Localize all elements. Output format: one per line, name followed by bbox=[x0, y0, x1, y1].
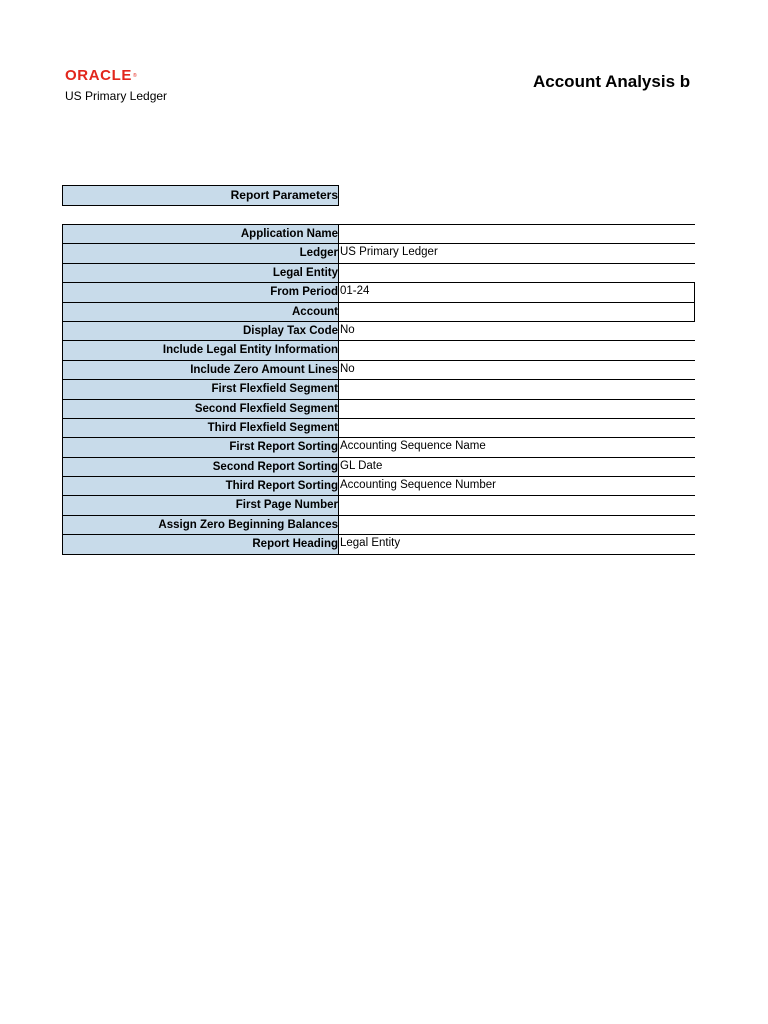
report-title: Account Analysis b bbox=[533, 72, 691, 91]
param-label: From Period bbox=[62, 283, 339, 301]
param-value: US Primary Ledger bbox=[340, 246, 438, 259]
parameters-table bbox=[62, 224, 695, 555]
param-value bbox=[340, 380, 695, 398]
param-value: No bbox=[340, 323, 355, 336]
param-row-third-report-sorting bbox=[62, 476, 695, 495]
param-label: Legal Entity bbox=[62, 264, 339, 282]
param-row-from-period bbox=[62, 282, 695, 301]
param-label: First Page Number bbox=[62, 496, 339, 514]
param-row-ledger bbox=[62, 243, 695, 262]
param-row-display-tax-code bbox=[62, 321, 695, 340]
param-value: 01-24 bbox=[340, 283, 695, 301]
param-row-legal-entity bbox=[62, 263, 695, 282]
param-row-report-heading bbox=[62, 534, 695, 554]
param-label: Second Report Sorting bbox=[62, 458, 339, 476]
param-value: Legal Entity bbox=[340, 537, 401, 550]
param-row-include-legal-entity-information bbox=[62, 340, 695, 359]
param-value bbox=[340, 419, 695, 437]
param-label: Display Tax Code bbox=[62, 322, 339, 340]
param-value bbox=[340, 400, 695, 418]
param-row-first-report-sorting bbox=[62, 437, 695, 456]
param-value bbox=[340, 341, 695, 359]
param-label: Ledger bbox=[62, 244, 339, 262]
param-value bbox=[340, 225, 695, 243]
param-value: Accounting Sequence Name bbox=[340, 440, 486, 453]
param-row-application-name bbox=[62, 224, 695, 243]
oracle-logo: ORACLE® bbox=[65, 67, 138, 84]
param-value: No bbox=[340, 362, 355, 375]
param-row-second-report-sorting bbox=[62, 457, 695, 476]
param-label: First Flexfield Segment bbox=[62, 380, 339, 398]
param-row-third-flexfield-segment bbox=[62, 418, 695, 437]
param-label: Second Flexfield Segment bbox=[62, 400, 339, 418]
report-parameters-header: Report Parameters bbox=[62, 185, 339, 206]
param-label: Third Flexfield Segment bbox=[62, 419, 339, 437]
param-label: Include Legal Entity Information bbox=[62, 341, 339, 359]
param-label: Third Report Sorting bbox=[62, 477, 339, 495]
param-value bbox=[340, 264, 695, 282]
param-row-account bbox=[62, 302, 695, 321]
ledger-name: US Primary Ledger bbox=[65, 89, 168, 103]
param-label: Application Name bbox=[62, 225, 339, 243]
param-label: First Report Sorting bbox=[62, 438, 339, 456]
param-value bbox=[340, 303, 695, 321]
param-label: Assign Zero Beginning Balances bbox=[62, 516, 339, 534]
param-row-first-page-number bbox=[62, 495, 695, 514]
param-value: GL Date bbox=[340, 459, 383, 472]
param-row-assign-zero-beginning-balances bbox=[62, 515, 695, 534]
oracle-logo-text: ORACLE bbox=[65, 67, 132, 84]
param-label: Account bbox=[62, 303, 339, 321]
param-row-second-flexfield-segment bbox=[62, 399, 695, 418]
param-row-first-flexfield-segment bbox=[62, 379, 695, 398]
param-label: Report Heading bbox=[62, 535, 339, 553]
param-value bbox=[340, 516, 695, 534]
param-row-include-zero-amount-lines bbox=[62, 360, 695, 379]
param-value bbox=[340, 496, 695, 514]
param-value: Accounting Sequence Number bbox=[340, 479, 496, 492]
param-label: Include Zero Amount Lines bbox=[62, 361, 339, 379]
